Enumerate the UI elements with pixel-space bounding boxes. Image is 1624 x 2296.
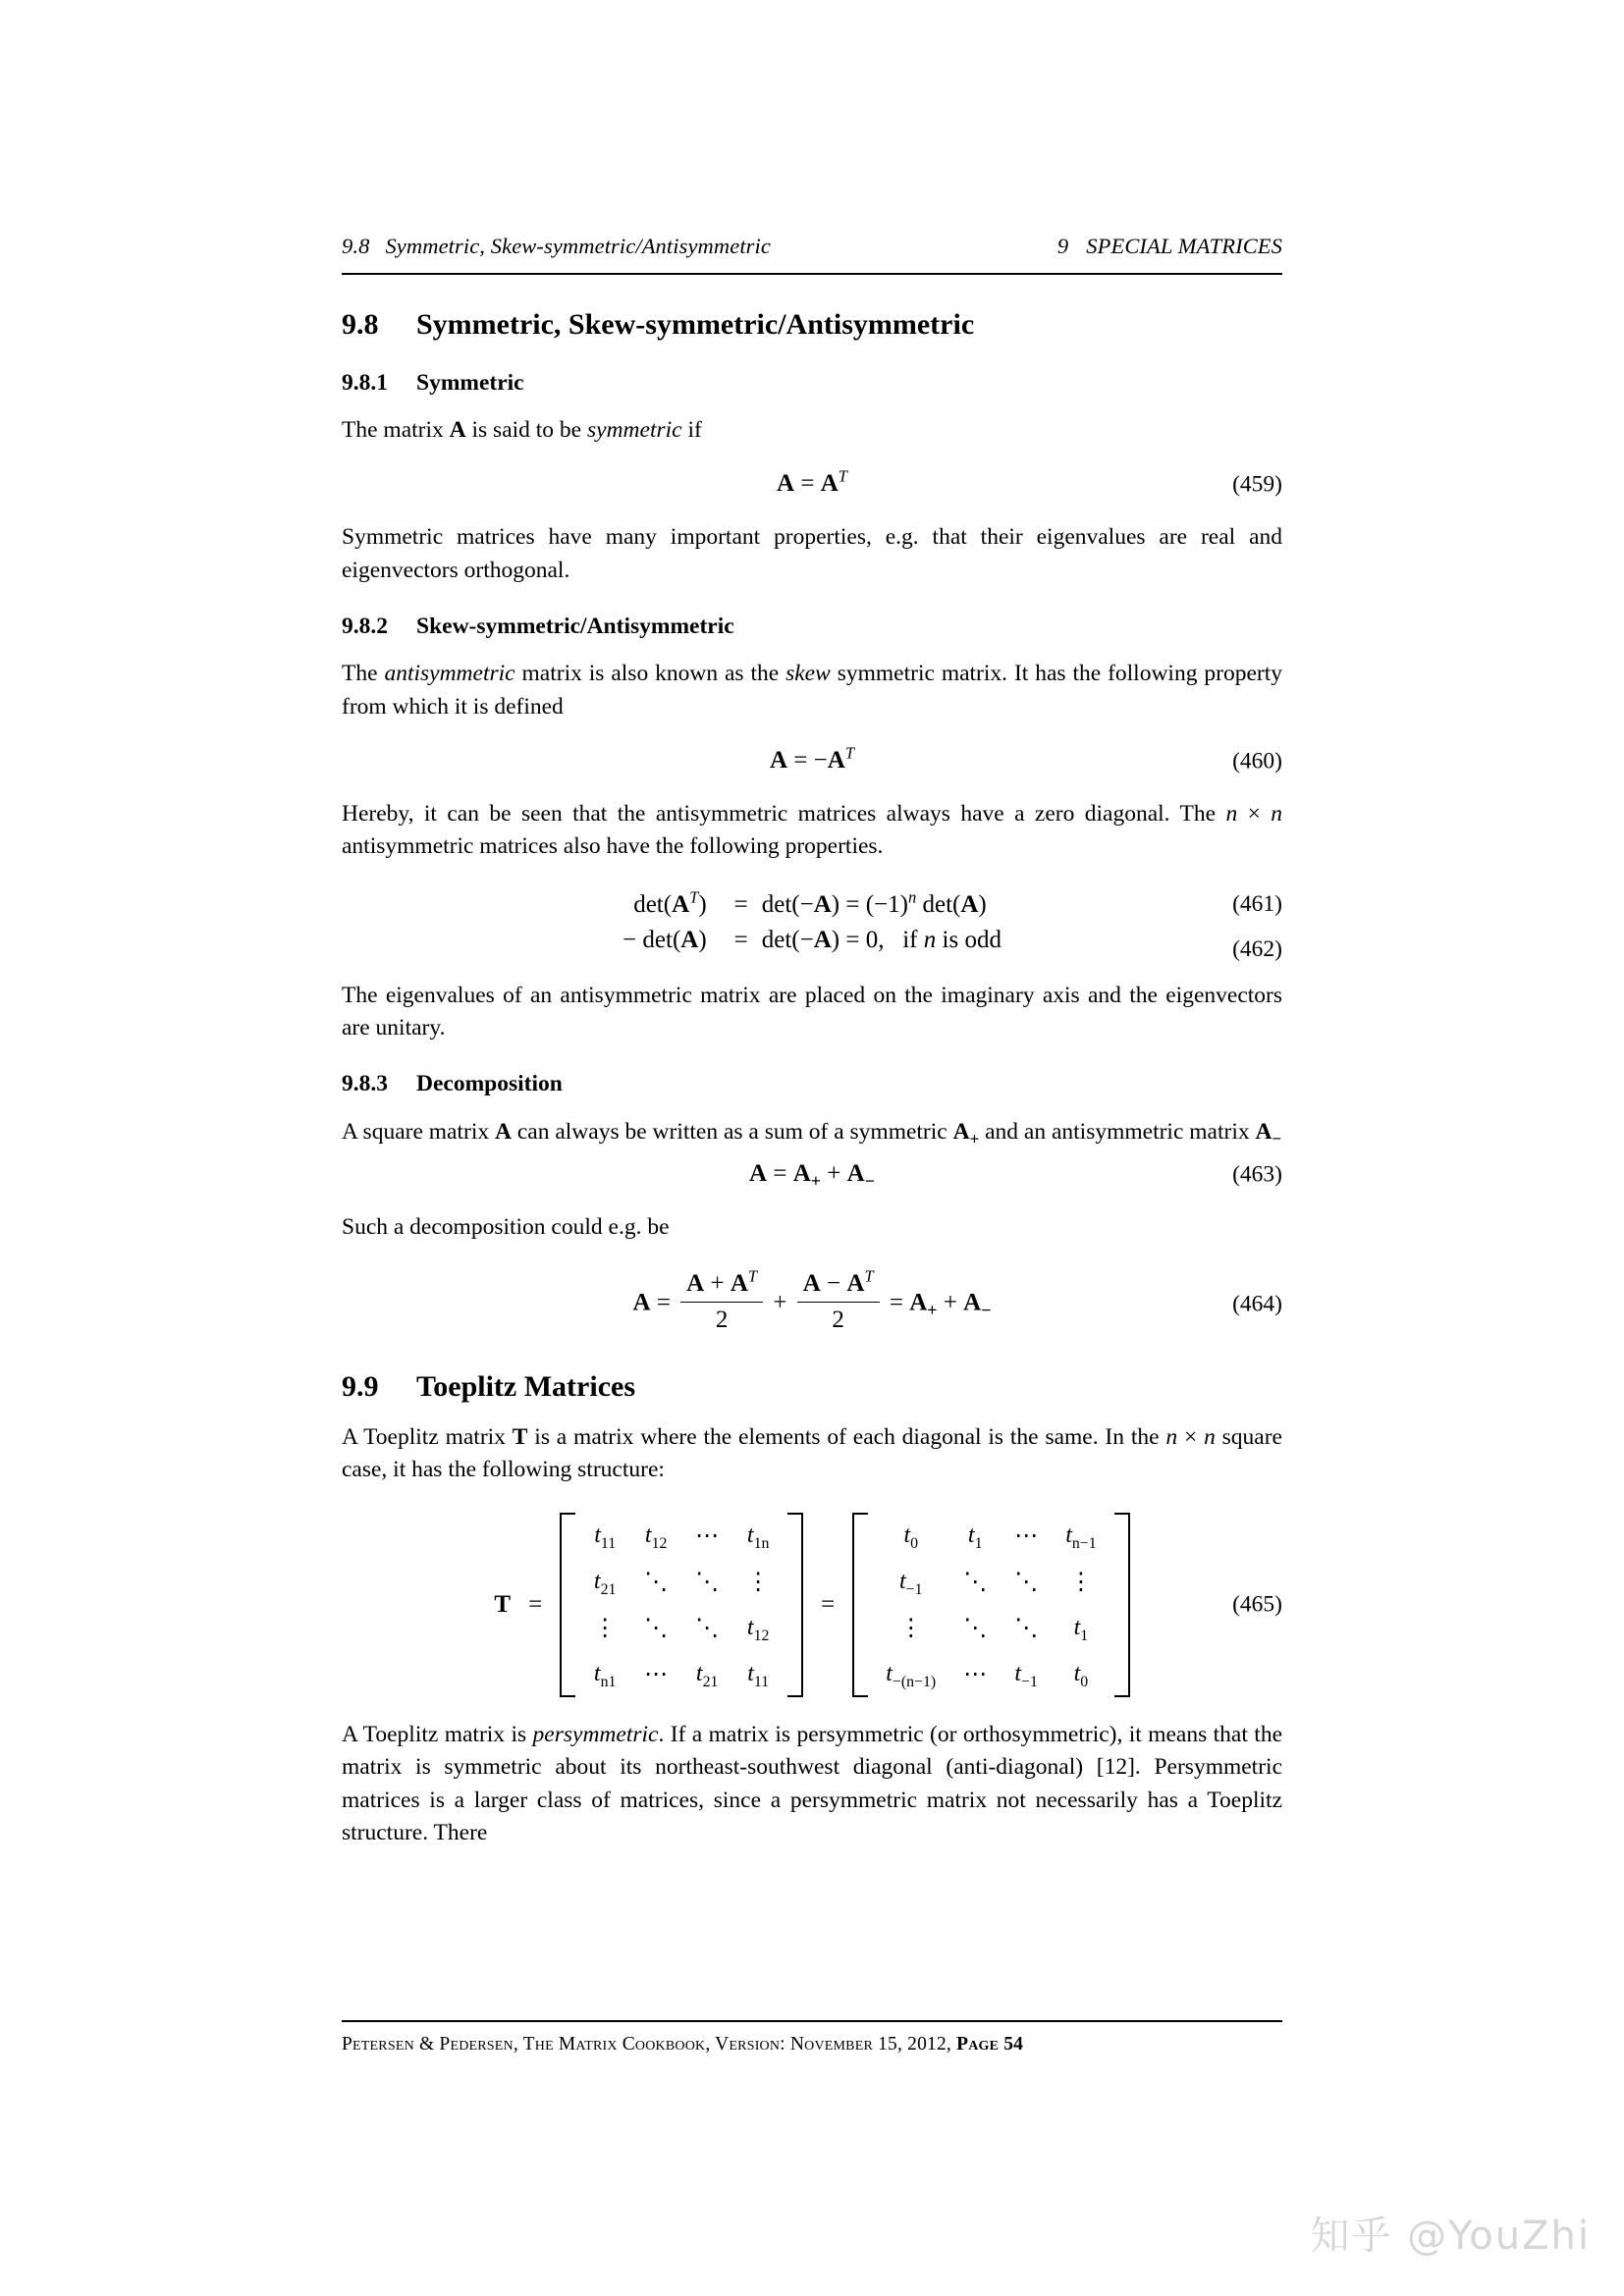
matrix-symbol-a-minus: A	[846, 1160, 865, 1188]
text-fragment: A Toeplitz matrix is	[342, 1721, 533, 1747]
fraction-antisymmetric-part	[797, 1268, 880, 1337]
equation-461-462-block	[342, 887, 1282, 962]
matrix-cell: ⋱	[963, 1615, 988, 1641]
running-header-right	[1057, 234, 1282, 259]
subscript-minus: −	[1272, 1129, 1282, 1148]
page-footer	[342, 2034, 1282, 2056]
transpose-marker: T	[689, 887, 699, 907]
matrix-cell: ⋱	[963, 1569, 988, 1595]
matrix-symbol-a: A	[730, 1269, 748, 1297]
matrix-cell-base: t	[747, 1660, 754, 1686]
subsection-title-9-8-3: Decomposition	[416, 1071, 563, 1097]
matrix-cell: ⋮	[593, 1615, 618, 1641]
matrix-cell-subscript: −(n−1)	[892, 1673, 937, 1690]
equation-465-body	[342, 1513, 1282, 1697]
matrix-symbol-a-minus: A	[963, 1289, 982, 1316]
running-header-chapter-number: 9	[1056, 234, 1069, 258]
subsection-title-9-8-2: Skew-symmetric/Antisymmetric	[416, 613, 734, 639]
text-fragment: symmetric matrix. It has the following property from which it is defined	[342, 661, 1282, 720]
equation-460-number: (460)	[1232, 748, 1282, 774]
matrix-right-bracketed	[852, 1513, 1129, 1697]
equation-464	[342, 1266, 1282, 1339]
text-fragment: A square matrix	[342, 1118, 495, 1145]
footer-rule	[342, 2020, 1282, 2022]
matrix-cell-base: t	[1014, 1660, 1022, 1686]
matrix-cell: ⋱	[1014, 1615, 1039, 1641]
matrix-cell-base: t	[1073, 1660, 1081, 1686]
matrix-cell: ⋯	[963, 1661, 988, 1687]
subsection-heading-9-8-1	[342, 369, 1282, 398]
matrix-cell: ⋮	[1068, 1569, 1093, 1595]
footer-page-number: Page 54	[956, 2034, 1024, 2055]
equation-463-number: (463)	[1232, 1161, 1282, 1188]
matrix-cell: ⋱	[644, 1569, 669, 1595]
subscript-plus: +	[927, 1300, 938, 1320]
matrix-cell	[630, 1513, 681, 1559]
matrix-cell-subscript: 12	[651, 1534, 668, 1552]
subsection-title-9-8-1: Symmetric	[416, 369, 524, 396]
det-open: det(	[633, 890, 673, 918]
matrix-cell-base: t	[644, 1522, 652, 1548]
matrix-symbol-a: A	[680, 926, 699, 953]
right-bracket	[787, 1513, 803, 1697]
equation-460-body	[342, 745, 1282, 777]
paragraph-decomposition-intro	[342, 1116, 1282, 1148]
paragraph-toeplitz-intro	[342, 1421, 1282, 1487]
eq463-relation: =	[767, 1160, 793, 1188]
matrix-symbol-a: A	[686, 1269, 705, 1297]
matrix-cell	[872, 1559, 949, 1605]
running-header-section-number: 9.8	[342, 234, 370, 258]
text-fragment: is a matrix where the elements of each diagonal is the same. In the	[527, 1424, 1166, 1451]
running-header-chapter-title: SPECIAL MATRICES	[1086, 234, 1282, 258]
matrix-cell-subscript: −1	[1021, 1673, 1038, 1690]
matrix-left	[579, 1513, 784, 1697]
equation-460	[342, 745, 1282, 778]
math-n: n	[1165, 1424, 1178, 1451]
plus-operator: +	[937, 1289, 964, 1316]
math-n: n	[923, 926, 937, 953]
matrix-cell-subscript: n1	[600, 1673, 617, 1690]
matrix-symbol-a: A	[802, 1269, 821, 1297]
text-fragment: Hereby, it can be seen that the antisymmetric matrices always have a zero diagonal. The	[342, 801, 1226, 828]
matrix-cell-subscript: 1	[974, 1534, 983, 1552]
equation-463-body	[342, 1158, 1282, 1191]
matrix-symbol-a: A	[494, 1118, 512, 1145]
paragraph-persymmetric	[342, 1719, 1282, 1849]
equation-459-body	[342, 468, 1282, 501]
paragraph-symmetric-properties: Symmetric matrices have many important properties, e.g. that their eigenvalues are real and eigenvectors orthogonal.	[342, 524, 1282, 583]
matrix-cell-base: t	[886, 1660, 893, 1686]
subsection-number-9-8-1: 9.8.1	[342, 369, 388, 396]
running-header-section-title: Symmetric, Skew-symmetric/Antisymmetric	[385, 234, 771, 258]
matrix-cell	[949, 1513, 1001, 1559]
text-fragment: A Toeplitz matrix	[342, 1424, 513, 1451]
matrix-cell: ⋮	[746, 1569, 771, 1595]
equation-462-row	[623, 923, 1001, 958]
text-fragment: )	[978, 890, 987, 918]
eq464-relation: =	[650, 1289, 677, 1316]
eq460-rhs: A	[827, 747, 845, 774]
matrix-row	[872, 1513, 1110, 1559]
matrix-row	[579, 1605, 784, 1651]
matrix-cell: ⋯	[644, 1661, 669, 1687]
matrix-cell-subscript: 0	[910, 1534, 919, 1552]
emphasis-skew: skew	[785, 661, 831, 687]
text-fragment: if	[681, 416, 702, 443]
matrix-row	[579, 1651, 784, 1697]
emphasis-persymmetric: persymmetric	[532, 1721, 659, 1747]
text-fragment: matrix is also known as the	[514, 661, 786, 687]
subscript-minus: −	[981, 1300, 992, 1320]
matrix-cell	[1001, 1651, 1052, 1697]
matrix-cell: ⋱	[644, 1615, 669, 1641]
section-number-9-8: 9.8	[342, 308, 379, 341]
matrix-cell	[1052, 1651, 1110, 1697]
section-number-9-9: 9.9	[342, 1369, 379, 1403]
matrix-symbol-a: A	[672, 890, 690, 918]
equation-459-number: (459)	[1232, 471, 1282, 498]
equation-464-number: (464)	[1232, 1291, 1282, 1317]
matrix-cell	[872, 1651, 949, 1697]
section-heading-9-9	[342, 1368, 1282, 1406]
eq464-lhs: A	[632, 1289, 651, 1316]
matrix-symbol-t: T	[512, 1424, 528, 1451]
matrix-cell-subscript: n−1	[1071, 1534, 1097, 1552]
eq460-lhs: A	[769, 747, 788, 774]
matrix-cell-base: t	[746, 1614, 754, 1640]
text-fragment: can always be written as a sum of a symmetric	[511, 1118, 953, 1145]
eq462-relation: =	[733, 926, 748, 953]
text-fragment: and an antisymmetric matrix	[979, 1118, 1256, 1145]
det-close: )	[698, 890, 707, 918]
matrix-cell-base: t	[1073, 1614, 1081, 1640]
matrix-cell	[681, 1651, 732, 1697]
equals-operator: =	[883, 1289, 910, 1316]
text-fragment: is said to be	[465, 416, 587, 443]
header-rule	[342, 273, 1282, 275]
matrix-cell-subscript: 21	[702, 1673, 719, 1690]
emphasis-symmetric: symmetric	[587, 416, 682, 443]
matrix-symbol-a-plus: A	[952, 1118, 970, 1145]
matrix-cell: ⋱	[1014, 1569, 1039, 1595]
equals-operator: =	[821, 1590, 836, 1618]
eq459-relation: =	[794, 470, 821, 498]
paragraph-such-decomposition: Such a decomposition could e.g. be	[342, 1214, 670, 1241]
left-bracket	[560, 1513, 575, 1697]
matrix-symbol-a: A	[960, 890, 979, 918]
matrix-symbol-a-minus: A	[1255, 1118, 1272, 1145]
matrix-symbol-a-plus: A	[792, 1160, 811, 1188]
math-n: n	[1271, 801, 1283, 828]
matrix-symbol-a: A	[449, 416, 466, 443]
matrix-row	[872, 1605, 1110, 1651]
matrix-cell	[872, 1513, 949, 1559]
matrix-left-bracketed	[560, 1513, 803, 1697]
math-n: n	[1204, 1424, 1216, 1451]
matrix-symbol-a: A	[846, 1269, 865, 1297]
times-symbol: ×	[1177, 1424, 1205, 1451]
eq461-relation: =	[733, 890, 748, 918]
equation-465-number: (465)	[1232, 1591, 1282, 1618]
eq461-rhs	[762, 887, 1001, 923]
eq459-transpose: T	[838, 466, 847, 486]
matrix-symbol-a-plus: A	[909, 1289, 928, 1316]
equation-461-row	[623, 887, 1001, 923]
text-fragment: The	[342, 661, 385, 687]
plus-operator: +	[821, 1160, 847, 1188]
matrix-cell-base: t	[903, 1522, 911, 1548]
matrix-right	[872, 1513, 1110, 1697]
paragraph-antisymmetric-definition	[342, 658, 1282, 723]
matrix-row	[872, 1651, 1110, 1697]
matrix-cell-subscript: 11	[600, 1534, 617, 1552]
matrix-cell-base: t	[594, 1522, 601, 1548]
matrix-row	[579, 1559, 784, 1605]
matrix-cell	[732, 1651, 784, 1697]
fraction-symmetric-part	[680, 1268, 763, 1337]
text-fragment: − det(	[623, 926, 681, 953]
matrix-cell: ⋱	[695, 1615, 720, 1641]
eq460-transpose: T	[844, 743, 854, 763]
plus-operator: +	[704, 1269, 731, 1297]
equals-operator: =	[528, 1590, 543, 1618]
text-fragment: square case, it has the following structure:	[342, 1424, 1282, 1483]
matrix-cell	[579, 1559, 630, 1605]
matrix-cell-base: t	[695, 1660, 703, 1686]
fraction-numerator	[680, 1268, 763, 1303]
paragraph-zero-diagonal	[342, 798, 1282, 864]
eq463-lhs: A	[749, 1160, 768, 1188]
matrix-cell: ⋯	[695, 1522, 720, 1549]
text-fragment: . If a matrix is persymmetric (or orthosymmetric), it means that the matrix is symmetric about its northeast-southwest diagonal (anti-diagonal) [12]. Persymmetric matrices is a larger class of matrices, since a persymmetric matrix not necessarily has a Toeplitz structure. There	[342, 1721, 1283, 1845]
matrix-cell-base: t	[746, 1522, 754, 1548]
subsection-number-9-8-3: 9.8.3	[342, 1071, 388, 1097]
transpose-marker: T	[864, 1266, 874, 1286]
matrix-cell-subscript: 1n	[753, 1534, 770, 1552]
paragraph-symmetric-definition	[342, 414, 1282, 447]
matrix-cell	[1052, 1605, 1110, 1651]
page-content	[342, 306, 1282, 1849]
matrix-row	[579, 1513, 784, 1559]
eq459-lhs: A	[777, 470, 795, 498]
text-fragment: )	[698, 926, 707, 953]
matrix-cell	[732, 1605, 784, 1651]
matrix-cell-base: t	[1065, 1522, 1072, 1548]
matrix-cell-base: t	[593, 1568, 601, 1594]
text-fragment: antisymmetric matrices also have the following properties.	[342, 833, 884, 860]
times-symbol: ×	[1237, 801, 1272, 828]
matrix-row	[872, 1559, 1110, 1605]
document-page	[342, 0, 1282, 2296]
text-fragment: det(−	[761, 926, 814, 953]
left-bracket	[852, 1513, 868, 1697]
matrix-cell-subscript: 21	[600, 1580, 617, 1598]
watermark: 知乎 @YouZhi	[1310, 2214, 1591, 2259]
subsection-number-9-8-2: 9.8.2	[342, 613, 388, 639]
minus-operator: −	[820, 1269, 847, 1297]
text-fragment: ) = 0,	[831, 926, 885, 953]
exponent-n: n	[907, 887, 917, 907]
matrix-cell: ⋯	[1014, 1522, 1039, 1549]
matrix-cell-subscript: 0	[1080, 1673, 1089, 1690]
math-n: n	[1225, 801, 1238, 828]
text-fragment: det(	[916, 890, 961, 918]
matrix-cell	[732, 1513, 784, 1559]
fraction-denominator: 2	[680, 1302, 763, 1337]
matrix-label-t: T	[494, 1590, 512, 1618]
text-fragment: is odd	[936, 926, 1001, 953]
section-title-9-9: Toeplitz Matrices	[416, 1369, 635, 1403]
matrix-cell-subscript: 11	[753, 1673, 770, 1690]
text-fragment: The matrix	[342, 416, 450, 443]
fraction-denominator: 2	[797, 1302, 880, 1337]
matrix-cell-base: t	[593, 1660, 601, 1686]
eq460-relation: = −	[787, 747, 828, 774]
matrix-cell	[579, 1513, 630, 1559]
right-bracket	[1114, 1513, 1130, 1697]
matrix-cell: ⋱	[695, 1569, 720, 1595]
equation-461-number: (461)	[1232, 890, 1282, 917]
emphasis-antisymmetric: antisymmetric	[384, 661, 515, 687]
equation-463	[342, 1158, 1282, 1192]
transpose-marker: T	[747, 1266, 758, 1286]
section-heading-9-8	[342, 306, 1282, 344]
matrix-symbol-a: A	[813, 890, 832, 918]
aligned-equations-table	[623, 887, 1001, 958]
matrix-cell: ⋮	[898, 1615, 923, 1641]
subscript-plus: +	[810, 1171, 822, 1192]
paragraph-eigenvalues-imaginary: The eigenvalues of an antisymmetric matrix are placed on the imaginary axis and the eigenvectors are unitary.	[342, 982, 1282, 1041]
matrix-cell-subscript: −1	[905, 1580, 923, 1598]
running-header	[342, 234, 1282, 259]
fraction-numerator	[797, 1268, 880, 1303]
eq461-lhs	[623, 887, 721, 923]
matrix-cell	[1052, 1513, 1110, 1559]
matrix-cell	[579, 1651, 630, 1697]
subscript-plus: +	[969, 1129, 980, 1148]
plus-operator: +	[767, 1289, 793, 1316]
running-header-left	[342, 234, 771, 259]
subsection-heading-9-8-3	[342, 1070, 1282, 1098]
matrix-cell-base: t	[967, 1522, 975, 1548]
eq462-rhs	[762, 923, 1001, 958]
matrix-symbol-a: A	[813, 926, 832, 953]
section-title-9-8: Symmetric, Skew-symmetric/Antisymmetric	[416, 308, 975, 341]
matrix-cell-base: t	[898, 1568, 906, 1594]
footer-citation: Petersen & Pedersen, The Matrix Cookbook, Version: November 15, 2012,	[342, 2034, 957, 2055]
equation-464-body	[342, 1266, 1282, 1339]
eq459-rhs: A	[820, 470, 839, 498]
equation-459	[342, 468, 1282, 502]
equation-465	[342, 1513, 1282, 1697]
matrix-cell-subscript: 1	[1080, 1627, 1089, 1644]
equation-462-number: (462)	[1232, 935, 1282, 962]
eq462-lhs	[623, 923, 721, 958]
text-fragment: ) = (−1)	[831, 890, 908, 918]
text-fragment: if	[902, 926, 924, 953]
text-fragment: det(−	[761, 890, 814, 918]
subsection-heading-9-8-2	[342, 613, 1282, 641]
subscript-minus: −	[864, 1171, 875, 1192]
matrix-cell-subscript: 12	[753, 1627, 770, 1644]
